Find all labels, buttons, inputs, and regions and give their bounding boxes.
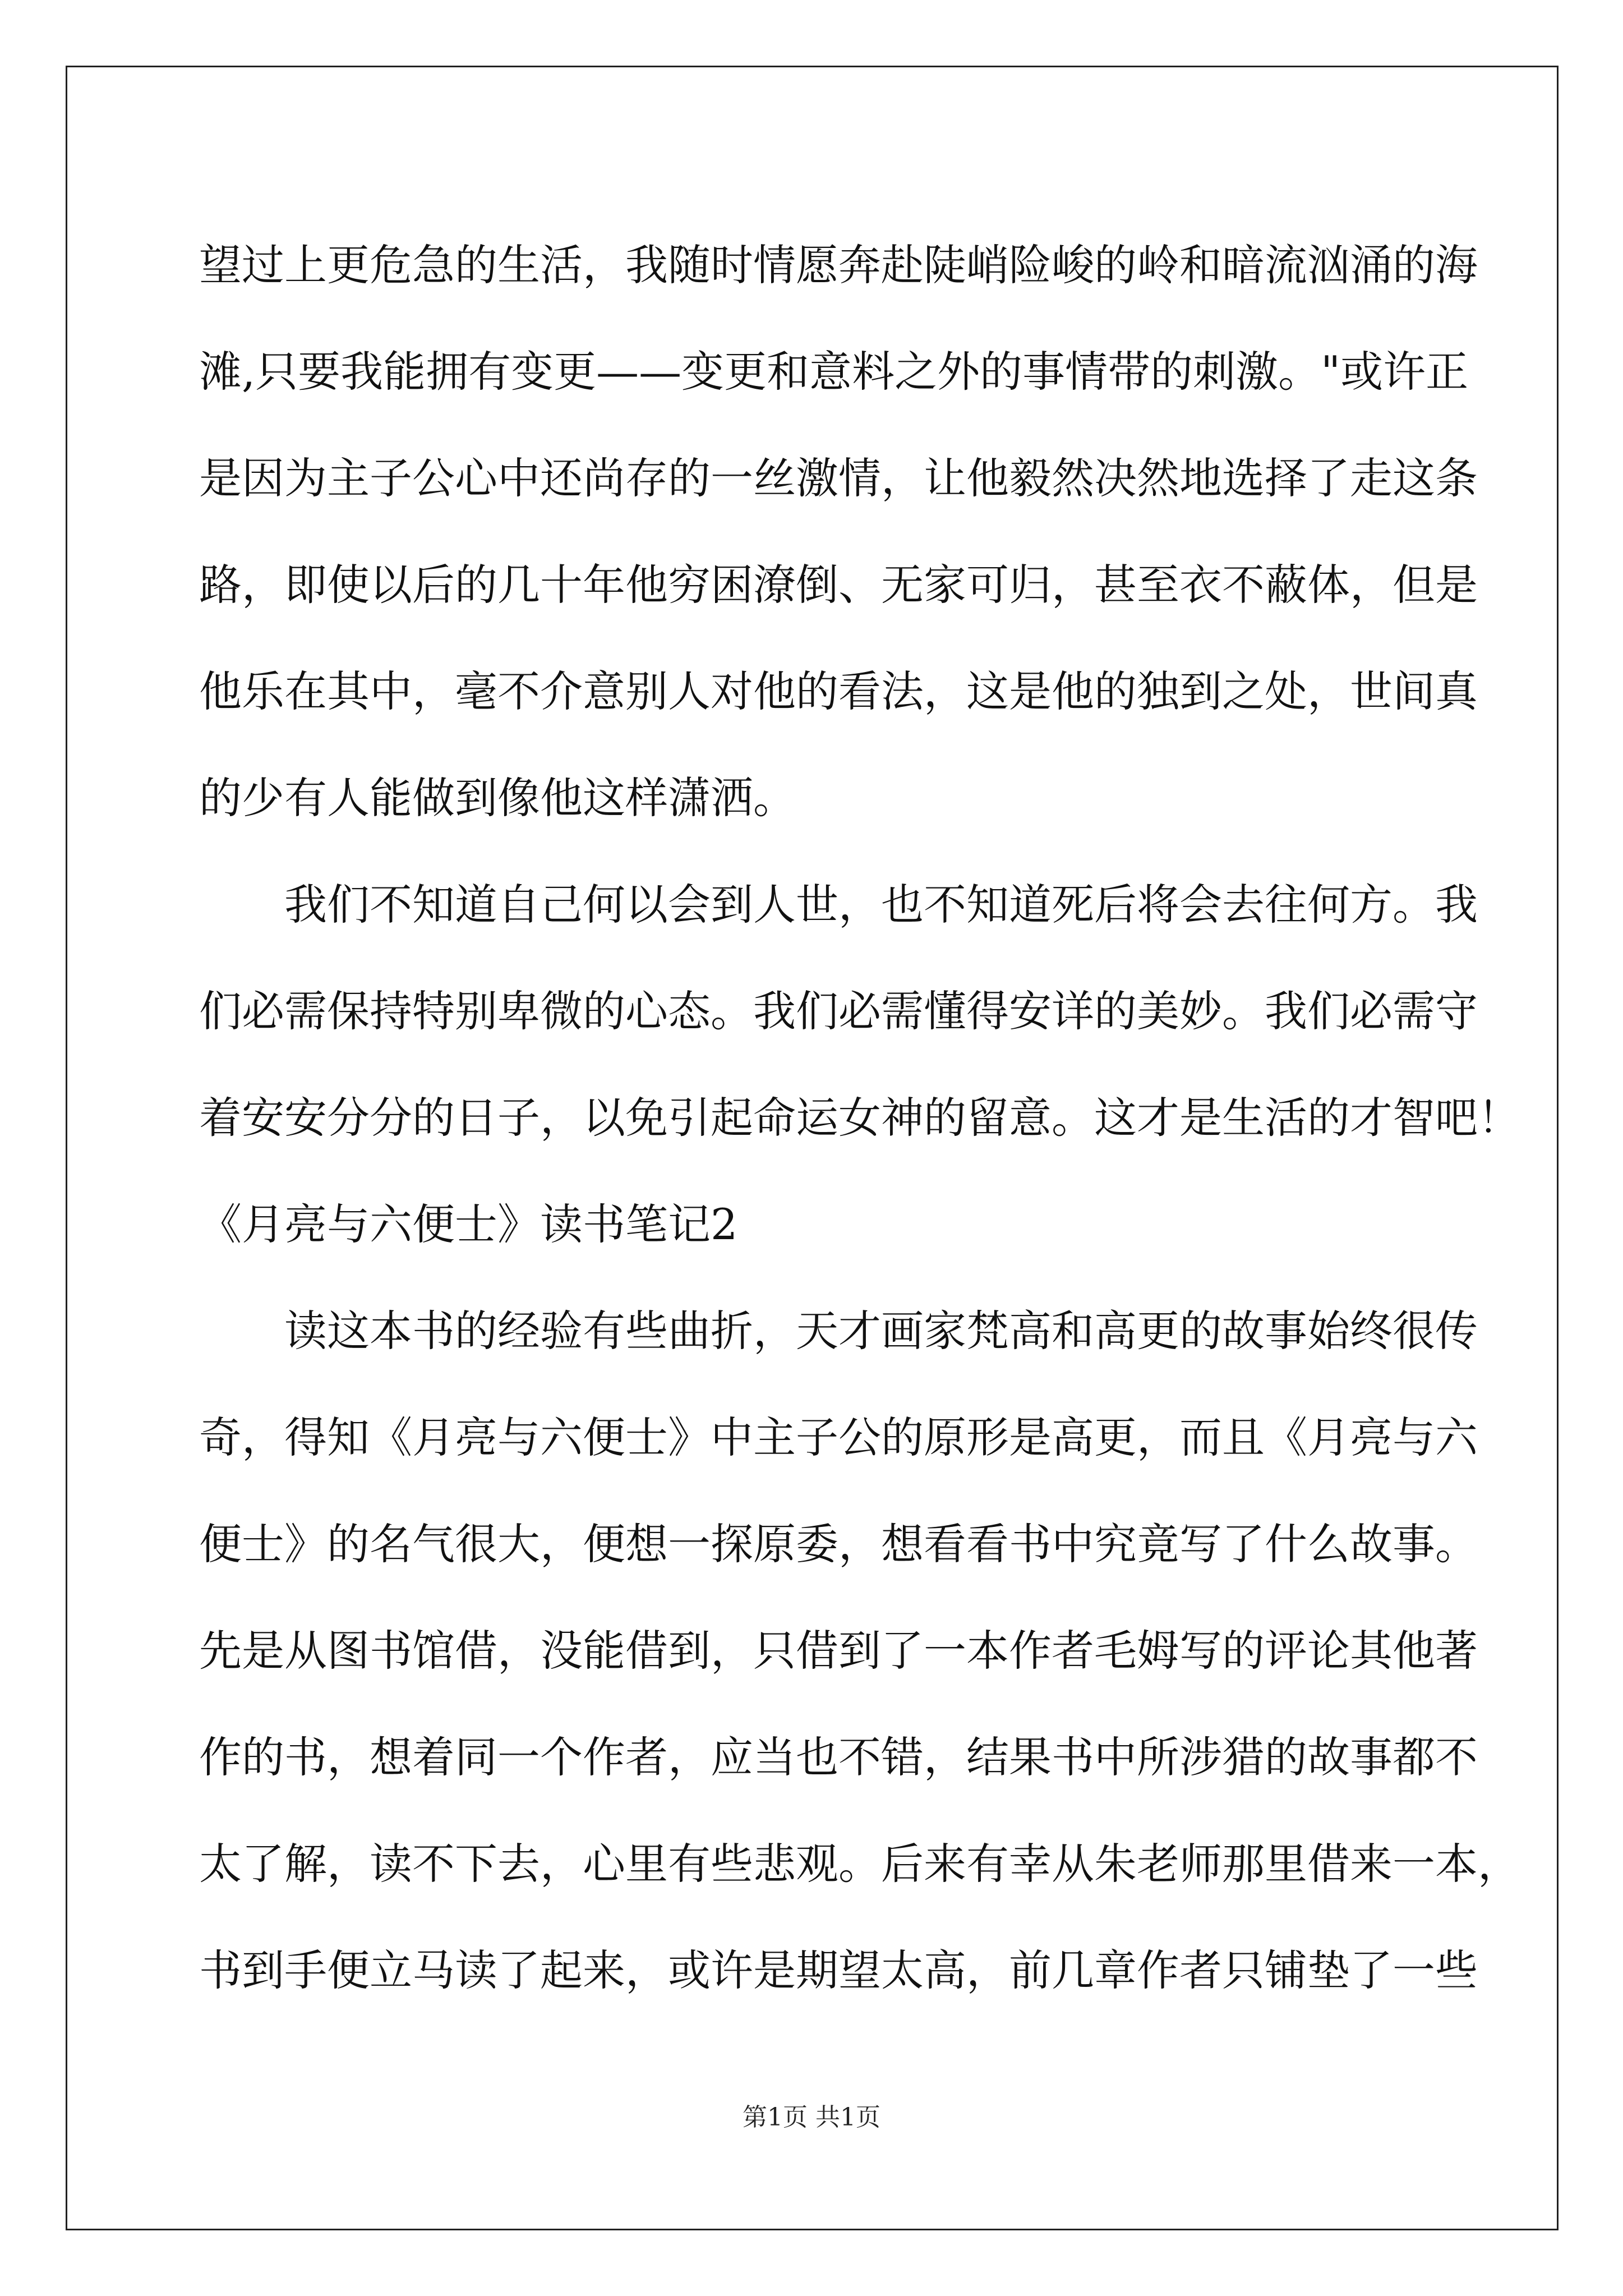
text-line: 便士》的名气很大，便想一探原委，想看看书中究竟写了什么故事。 xyxy=(199,1519,1478,1569)
paragraph-start-line: 读这本书的经验有些曲折，天才画家梵高和高更的故事始终很传 xyxy=(284,1306,1478,1356)
text-line: 书到手便立马读了起来，或许是期望太高，前几章作者只铺垫了一些 xyxy=(199,1945,1478,1995)
section-heading: 《月亮与六便士》读书笔记2 xyxy=(199,1199,738,1249)
text-line: 们必需保持特别卑微的心态。我们必需懂得安详的美妙。我们必需守 xyxy=(199,986,1478,1036)
text-line: 先是从图书馆借，没能借到，只借到了一本作者毛姆写的评论其他著 xyxy=(199,1626,1478,1676)
page-number-footer: 第1页 共1页 xyxy=(743,2103,880,2132)
text-line: 他乐在其中，毫不介意别人对他的看法，这是他的独到之处，世间真 xyxy=(199,666,1478,716)
paragraph-start-line: 我们不知道自己何以会到人世，也不知道死后将会去往何方。我 xyxy=(284,880,1478,930)
text-line: 望过上更危急的生活，我随时情愿奔赴陡峭险峻的岭和暗流汹涌的海 xyxy=(199,240,1478,290)
text-line: 着安安分分的日子，以免引起命运女神的留意。这才是生活的才智吧！ xyxy=(199,1093,1520,1143)
document-body xyxy=(199,212,1520,2024)
text-line: 作的书，想着同一个作者，应当也不错，结果书中所涉猎的故事都不 xyxy=(199,1732,1478,1782)
text-line: 奇，得知《月亮与六便士》中主子公的原形是高更，而且《月亮与六 xyxy=(199,1412,1478,1462)
text-line: 太了解，读不下去，心里有些悲观。后来有幸从朱老师那里借来一本， xyxy=(199,1839,1520,1889)
text-line: 路，即使以后的几十年他穷困潦倒、无家可归，甚至衣不蔽体，但是 xyxy=(199,560,1478,610)
text-line: 的少有人能做到像他这样潇洒。 xyxy=(199,773,796,823)
text-line: 滩,只要我能拥有变更——变更和意料之外的事情带的刺激。"或许正 xyxy=(199,347,1469,397)
text-line: 是因为主子公心中还尚存的一丝激情，让他毅然决然地选择了走这条 xyxy=(199,453,1478,503)
